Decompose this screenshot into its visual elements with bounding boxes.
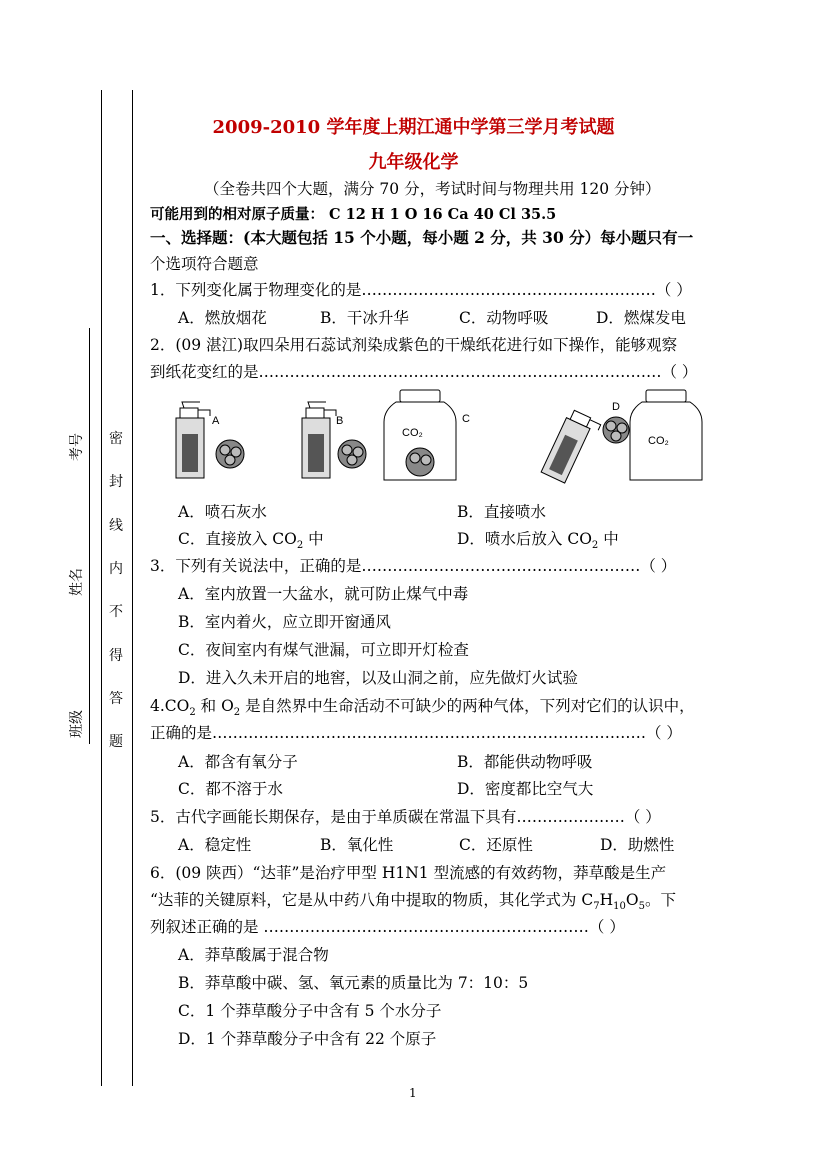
seal-char: 线 — [109, 518, 123, 534]
q2-stem: 2．(09 湛江)取四朵用石蕊试剂染成紫色的干燥纸花进行如下操作，能够观察 — [150, 336, 678, 354]
q6-stem: 6．(09 陕西）“达菲”是治疗甲型 H1N1 型流感的有效药物，莽草酸是生产 — [150, 864, 667, 882]
margin-line-outer — [101, 90, 102, 1086]
q2-option-b: B．直接喷水 — [457, 503, 546, 521]
spray-bottle-a — [176, 402, 210, 478]
margin-field-line — [89, 328, 90, 744]
q4-stem-cont: 正确的是…………………………………………………………………………（ ） — [150, 724, 682, 742]
margin-line-inner — [132, 90, 133, 1086]
seal-char: 内 — [109, 561, 123, 577]
q3-option-c: C．夜间室内有煤气泄漏，可立即开灯检查 — [178, 641, 469, 659]
q1-option-b: B．干冰升华 — [320, 309, 409, 327]
paper-flower-a — [216, 440, 244, 468]
fig-co2-c: CO₂ — [402, 427, 423, 439]
margin-label-exam-number: 考号 — [69, 433, 85, 461]
q1-option-a: A．燃放烟花 — [178, 309, 267, 327]
margin-label-name: 姓名 — [69, 568, 85, 596]
q6-option-c: C．1 个莽草酸分子中含有 5 个水分子 — [178, 1002, 442, 1020]
q6-option-a: A．莽草酸属于混合物 — [178, 946, 329, 964]
q5-option-d: D．助燃性 — [600, 836, 675, 854]
q1-stem: 1．下列变化属于物理变化的是…………………………………………………（ ） — [150, 281, 692, 299]
atomic-masses: 可能用到的相对原子质量： C 12 H 1 O 16 Ca 40 Cl 35.5 — [150, 206, 557, 223]
q2-figure — [170, 388, 710, 484]
q5-option-b: B．氧化性 — [320, 836, 394, 854]
margin-label-class: 班级 — [69, 710, 85, 738]
exam-subject: 九年级化学 — [368, 152, 459, 173]
q5-option-c: C．还原性 — [459, 836, 533, 854]
spray-bottle-b — [302, 402, 336, 478]
q2-option-a: A．喷石灰水 — [178, 503, 267, 521]
fig-label-a: A — [212, 415, 220, 427]
q1-option-d: D．燃煤发电 — [596, 309, 686, 327]
q6-option-b: B．莽草酸中碳、氢、氧元素的质量比为 7：10：5 — [178, 974, 529, 992]
q6-option-d: D．1 个莽草酸分子中含有 22 个原子 — [178, 1030, 437, 1048]
seal-char: 答 — [109, 691, 123, 707]
q3-option-b: B．室内着火，应立即开窗通风 — [178, 613, 391, 631]
q4-option-b: B．都能供动物呼吸 — [457, 753, 593, 771]
seal-char: 得 — [109, 648, 123, 664]
q4-stem: $4.CO_2$ 和 $O_2$ 是自然界中生命活动不可缺少的两种气体，下列对它们的认识中， — [150, 697, 695, 719]
paper-flower-d — [603, 417, 629, 443]
exam-title: 2009-2010 学年度上期江通中学第三学月考试题 — [212, 117, 615, 138]
section1-header: 一、选择题：(本大题包括 15 个小题，每小题 2 分，共 30 分）每小题只有一 — [150, 228, 694, 247]
q3-option-a: A．室内放置一大盆水，就可防止煤气中毒 — [178, 585, 469, 603]
q3-stem: 3．下列有关说法中，正确的是………………………………………………（ ） — [150, 557, 677, 575]
q2-option-c: C．直接放入 $CO_2$ 中 — [178, 530, 324, 552]
section1-header-cont: 个选项符合题意 — [150, 255, 259, 273]
fig-co2-d: CO₂ — [648, 435, 669, 447]
fig-label-c: C — [462, 413, 470, 425]
q6-stem-end: 列叙述正确的是 ………………………………………………………（ ） — [150, 918, 625, 936]
q5-option-a: A．稳定性 — [178, 836, 252, 854]
page-number: 1 — [409, 1086, 417, 1100]
fig-label-d: D — [612, 401, 620, 413]
seal-char: 封 — [109, 474, 123, 490]
fig-label-b: B — [336, 415, 344, 427]
paper-flower-b — [338, 440, 366, 468]
q2-option-d: D．喷水后放入 $CO_2$ 中 — [457, 530, 619, 552]
q2-stem-cont: 到纸花变红的是……………………………………………………………………（ ） — [150, 363, 698, 381]
q3-option-d: D．进入久未开启的地窖，以及山洞之前，应先做灯火试验 — [178, 669, 578, 687]
q5-stem: 5．古代字画能长期保存，是由于单质碳在常温下具有…………………（ ） — [150, 808, 661, 826]
q6-stem-cont: “达菲的关键原料，它是从中药八角中提取的物质，其化学式为 $C_7H_{10}O_5$。下 — [150, 891, 676, 913]
q4-option-c: C．都不溶于水 — [178, 780, 283, 798]
seal-char: 不 — [109, 604, 123, 620]
exam-note: （全卷共四个大题，满分 70 分，考试时间与物理共用 120 分钟） — [204, 180, 661, 198]
seal-char: 题 — [109, 734, 123, 750]
q1-option-c: C．动物呼吸 — [459, 309, 549, 327]
q4-option-a: A．都含有氧分子 — [178, 753, 298, 771]
q4-option-d: D．密度都比空气大 — [457, 780, 594, 798]
spray-bottle-d — [541, 409, 601, 484]
seal-char: 密 — [109, 431, 123, 447]
